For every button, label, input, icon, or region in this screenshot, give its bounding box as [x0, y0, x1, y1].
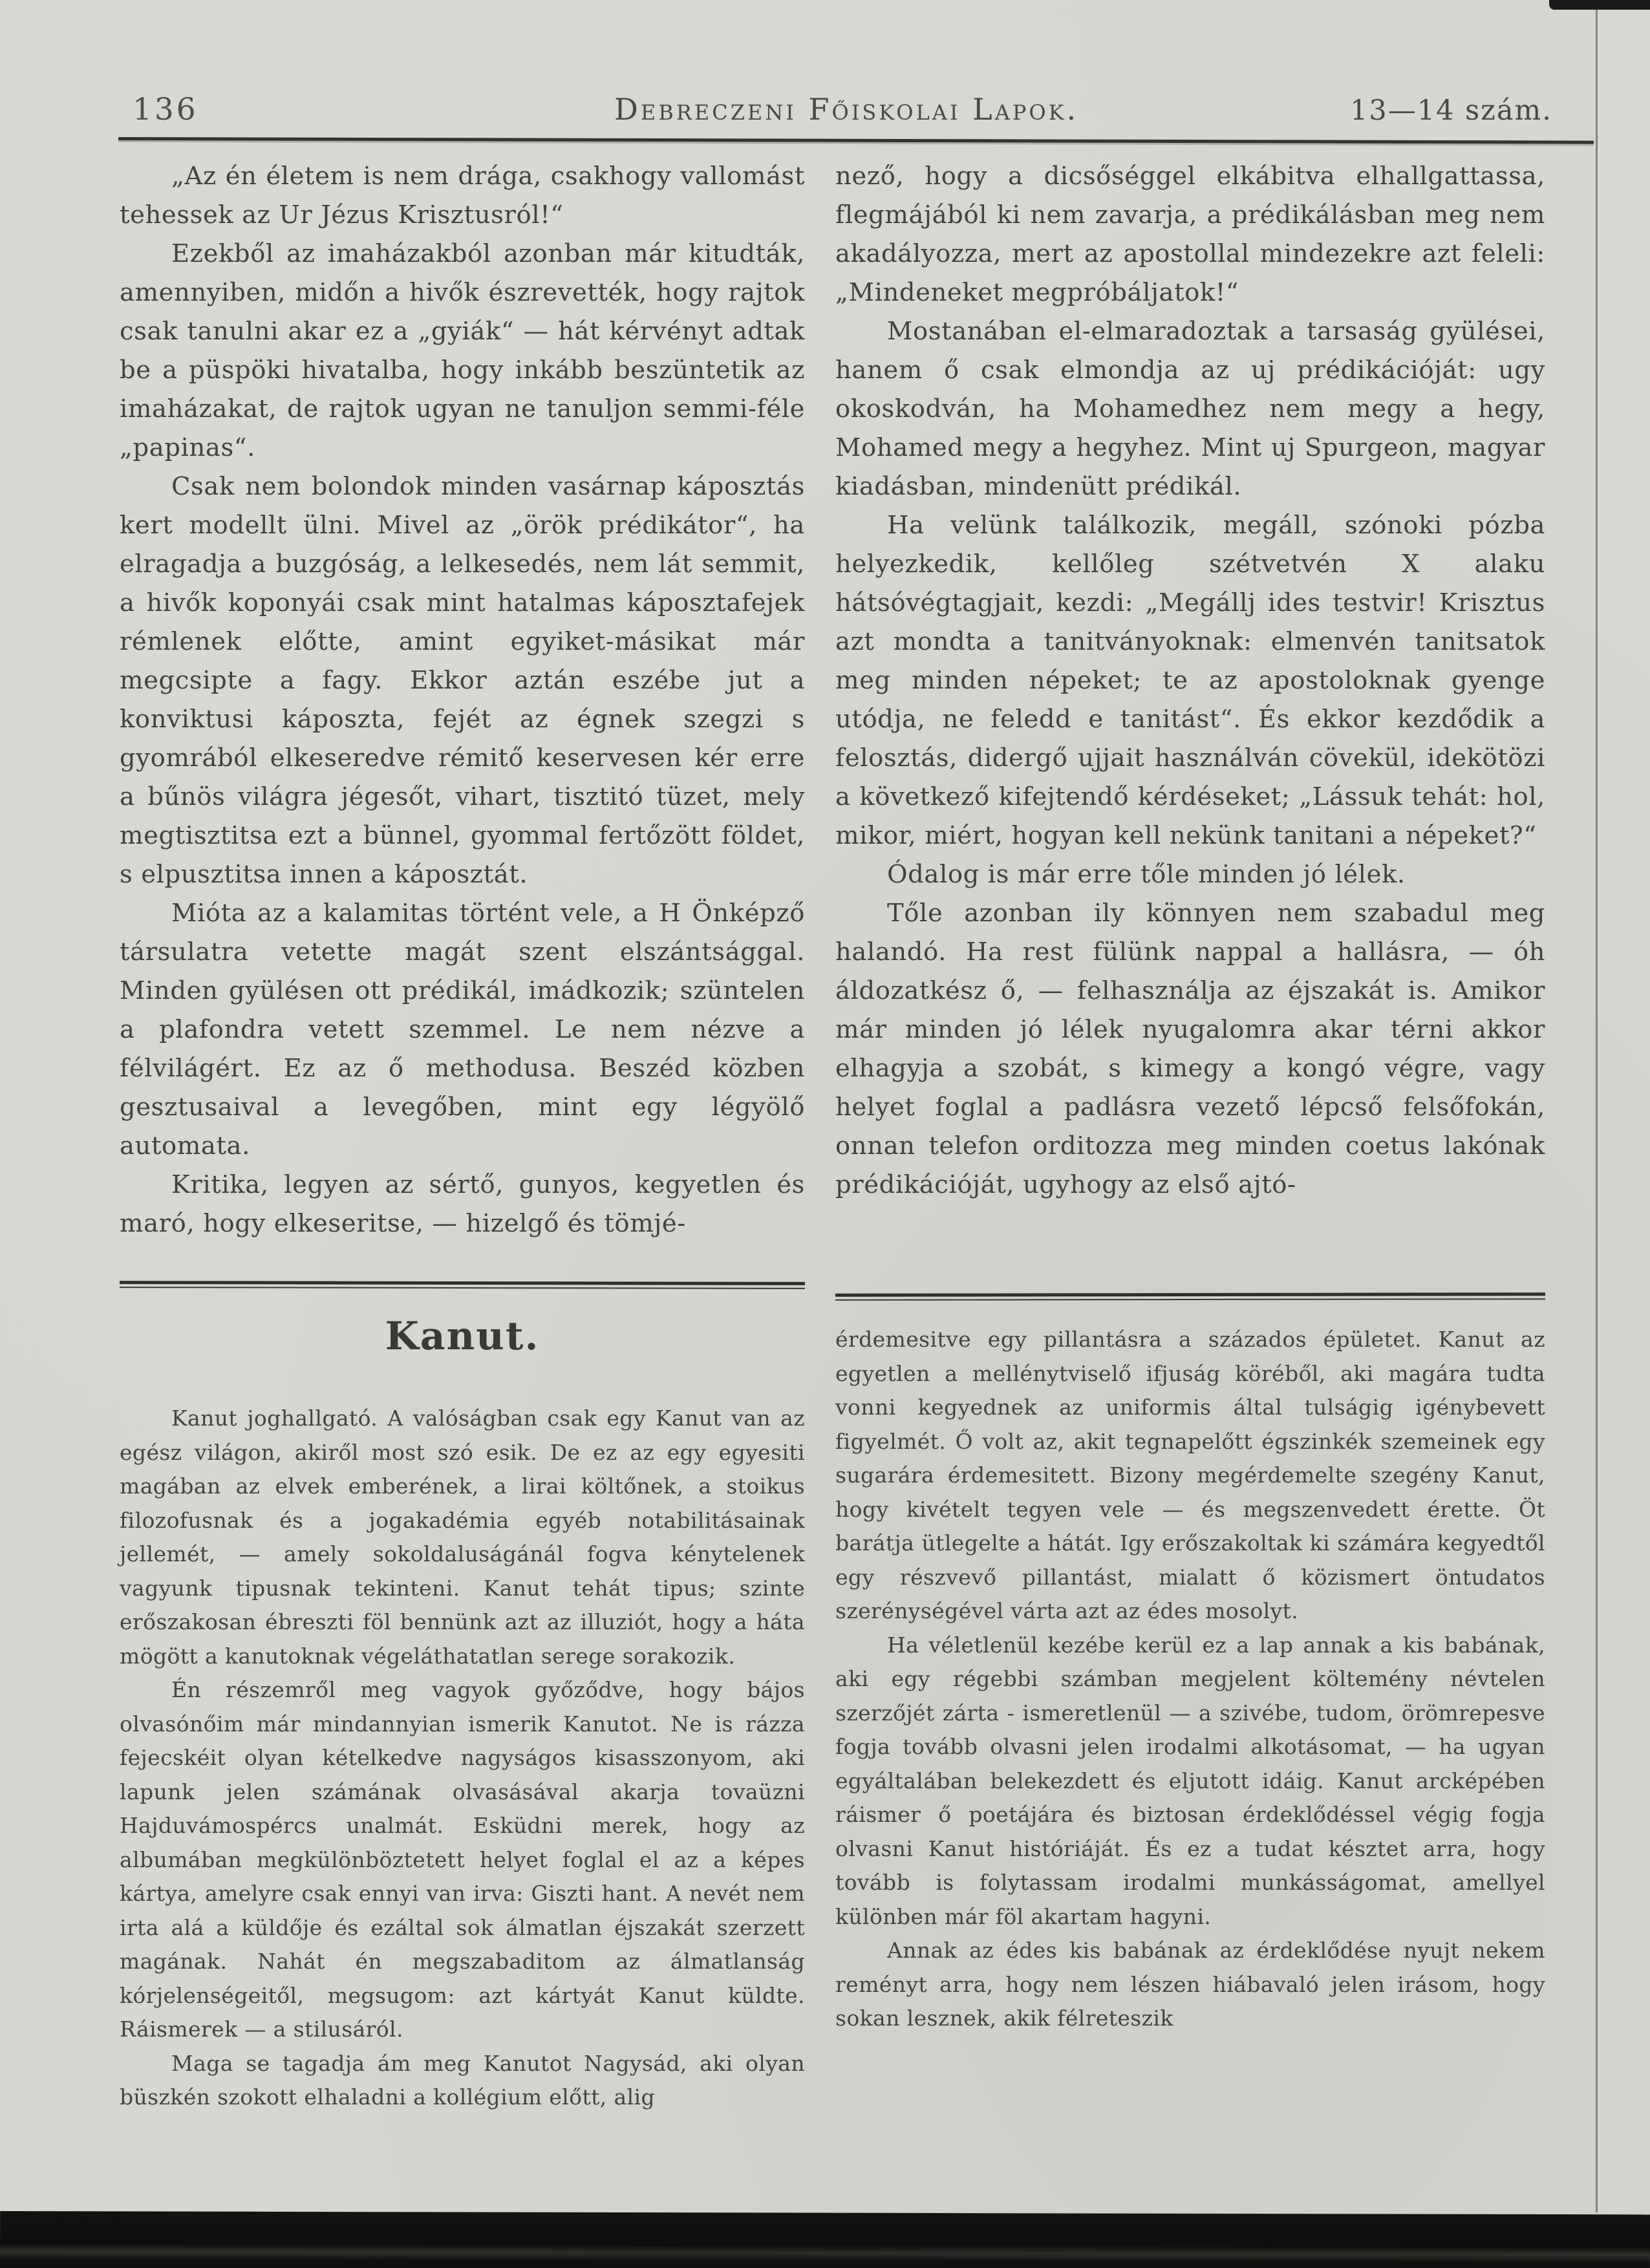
- paragraph: Én részemről meg vagyok győződve, hogy bájos olvasónőim már mindannyian ismerik Kanutot. Ne is rázza fejecskéit olyan kételkedve nagyságos kisasszonyom, aki lapunk jelen számának olvasásával akarja tovaüzni Hajduvámospércs unalmát. Esküdni merek, hogy az albumában megkülönböztetett helyet foglal el az a képes kártya, amelyre csak ennyi van irva: Giszti hant. A nevét nem irta alá a küldője és ezáltal sok álmatlan éjszakát szerzett magának. Nahát én megszabaditom az álmatlanság kórjelenségeitől, megsugom: azt kártyát Kanut küldte. Ráismerek — a stilusáról.: [120, 1677, 805, 2042]
- page-fold-paper-edge: [1598, 0, 1650, 2212]
- journal-title: Debreczeni Főiskolai Lapok.: [614, 92, 1079, 127]
- scan-bottom-band: [0, 2211, 1650, 2268]
- paragraph: Tőle azonban ily könnyen nem szabadul meg halandó. Ha rest fülünk nappal a hallásra, — óh áldozatkész ő, — felhasználja az éjszakát is. Amikor már minden jó lélek nyugalomra akar térni akkor elhagyja a szobát, s kimegy a kongó végre, vagy helyet foglal a padlásra vezető lépcső felsőfokán, onnan telefon orditozza meg minden coetus lakónak prédikációját, ugyhogy az első ajtó-: [835, 899, 1545, 1199]
- upper-right-column: [835, 157, 1545, 1204]
- lower-right-column: [835, 1323, 1545, 2036]
- section-divider-left: [120, 1281, 805, 1289]
- section-divider-right: [835, 1292, 1545, 1301]
- paragraph: Annak az édes kis babának az érdeklődése nyujt nekem reményt arra, hogy nem lészen hiábavaló jelen irásom, hogy sokan lesznek, akik félreteszik: [835, 1938, 1545, 2031]
- paragraph: érdemesitve egy pillantásra a százados épületet. Kanut az egyetlen a mellénytviselő ifjuság köréből, aki magára tudta vonni kegyednek az uniformis által tulságig igénybevett figyelmét. Ő volt az, akit tegnapelőtt égszinkék szemeinek egy sugarára érdemesitett. Bizony megérdemelte szegény Kanut, hogy kivételt tegyen vele — és megszenvedett érette. Öt barátja ütlegelte a hátát. Igy erőszakoltak ki számára kegyedtől egy részvevő pillantást, mialatt ő közismert öntudatos szerénységével várta azt az édes mosolyt.: [835, 1327, 1545, 1623]
- paragraph: Ha velünk találkozik, megáll, szónoki pózba helyezkedik, kellőleg szétvetvén X alaku hátsóvégtagjait, kezdi: „Megállj ides testvir! Krisztus azt mondta a tanitványoknak: elmenvén tanitsatok meg minden népeket; te az apostoloknak gyenge utódja, ne feledd e tanitást“. És ekkor kezdődik a felosztás, didergő ujjait használván cövekül, idekötözi a következő kifejtendő kérdéseket; „Lássuk tehát: hol, mikor, miért, hogyan kell nekünk tanitani a népeket?“: [835, 511, 1545, 850]
- paragraph: Kritika, legyen az sértő, gunyos, kegyetlen és maró, hogy elkeseritse, — hizelgő és tömjé-: [120, 1170, 805, 1238]
- paragraph: Kanut joghallgató. A valóságban csak egy Kanut van az egész világon, akiről most szó esik. De ez az egy egyesiti magában az elvek emberének, a lirai költőnek, a stoikus filozofusnak és a jogakadémia egyéb notabilitásainak jellemét, — amely sokoldaluságánál fogva kénytelenek vagyunk tipusnak tekinteni. Kanut tehát tipus; szinte erőszakosan ébreszti föl bennünk azt az illuziót, hogy a háta mögött a kanutoknak végeláthatatlan serege sorakozik.: [120, 1406, 805, 1669]
- paragraph: „Az én életem is nem drága, csakhogy vallomást tehessek az Ur Jézus Krisztusról!“: [120, 162, 805, 230]
- paragraph: Maga se tagadja ám meg Kanutot Nagysád, aki olyan büszkén szokott elhaladni a kollégium előtt, alig: [120, 2050, 805, 2110]
- paragraph: Ha véletlenül kezébe kerül ez a lap annak a kis babának, aki egy régebbi számban megjelent költemény névtelen szerzőjét zárta - ismeretlenül — a szivébe, tudom, örömrepesve fogja tovább olvasni jelen irodalmi alkotásomat, — ha ugyan egyáltalában belekezdett és eljutott idáig. Kanut arcképében ráismer ő poetájára és biztosan érdeklődéssel végig fogja olvasni Kanut históriáját. És ez a tudat késztet arra, hogy tovább is folytassam irodalmi munkásságomat, amellyel különben már föl akartam hagyni.: [835, 1632, 1545, 1929]
- page-fold-line: [1596, 4, 1598, 2212]
- paragraph: Mióta az a kalamitas történt vele, a H Önképző társulatra vetette magát szent elszántsággal. Minden gyülésen ott prédikál, imádkozik; szüntelen a plafondra vetett szemmel. Le nem nézve a félvilágért. Ez az ő methodusa. Beszéd közben gesztusaival a levegőben, mint egy légyölő automata.: [120, 899, 805, 1161]
- paragraph: Ódalog is már erre tőle minden jó lélek.: [887, 860, 1406, 889]
- paragraph: Mostanában el-elmaradoztak a tarsaság gyülései, hanem ő csak elmondja az uj prédikációját: ugy okoskodván, ha Mohamedhez nem megy a hegy, Mohamed megy a hegyhez. Mint uj Spurgeon, magyar kiadásban, mindenütt prédikál.: [835, 317, 1545, 501]
- scan-dark-corner: [1549, 0, 1650, 10]
- paragraph: Ezekből az imaházakból azonban már kitudták, amennyiben, midőn a hivők észrevették, hogy rajtok csak tanulni akar ez a „gyiák“ — hát kérvényt adtak be a püspöki hivatalba, hogy inkább beszüntetik az imaházakat, de rajtok ugyan ne tanuljon semmi-féle „papinas“.: [120, 239, 805, 462]
- header-rule: [118, 137, 1594, 144]
- issue-number: 13—14 szám.: [1350, 94, 1552, 127]
- paragraph: Csak nem bolondok minden vasárnap káposztás kert modellt ülni. Mivel az „örök prédikátor“, ha elragadja a buzgóság, a lelkesedés, nem lát semmit, a hivők koponyái csak mint hatalmas káposztafejek rémlenek előtte, amint egyiket-másikat már megcsipte a fagy. Ekkor aztán eszébe jut a konviktusi káposzta, fejét az égnek szegzi s gyomrából elkeseredve rémitő keservesen kér erre a bűnös világra jégesőt, vihart, tisztitó tüzet, mely megtisztitsa ezt a bünnel, gyommal fertőzött földet, s elpusztitsa innen a káposztát.: [120, 472, 805, 889]
- lower-left-column: [120, 1402, 805, 2115]
- article-title: Kanut.: [385, 1314, 540, 1359]
- upper-left-column: [120, 157, 805, 1243]
- paragraph: nező, hogy a dicsőséggel elkábitva elhallgattassa, flegmájából ki nem zavarja, a prédikálásban meg nem akadályozza, mert az apostollal mindezekre azt feleli: „Mindeneket megpróbáljatok!“: [835, 162, 1545, 307]
- page-number: 136: [133, 92, 198, 127]
